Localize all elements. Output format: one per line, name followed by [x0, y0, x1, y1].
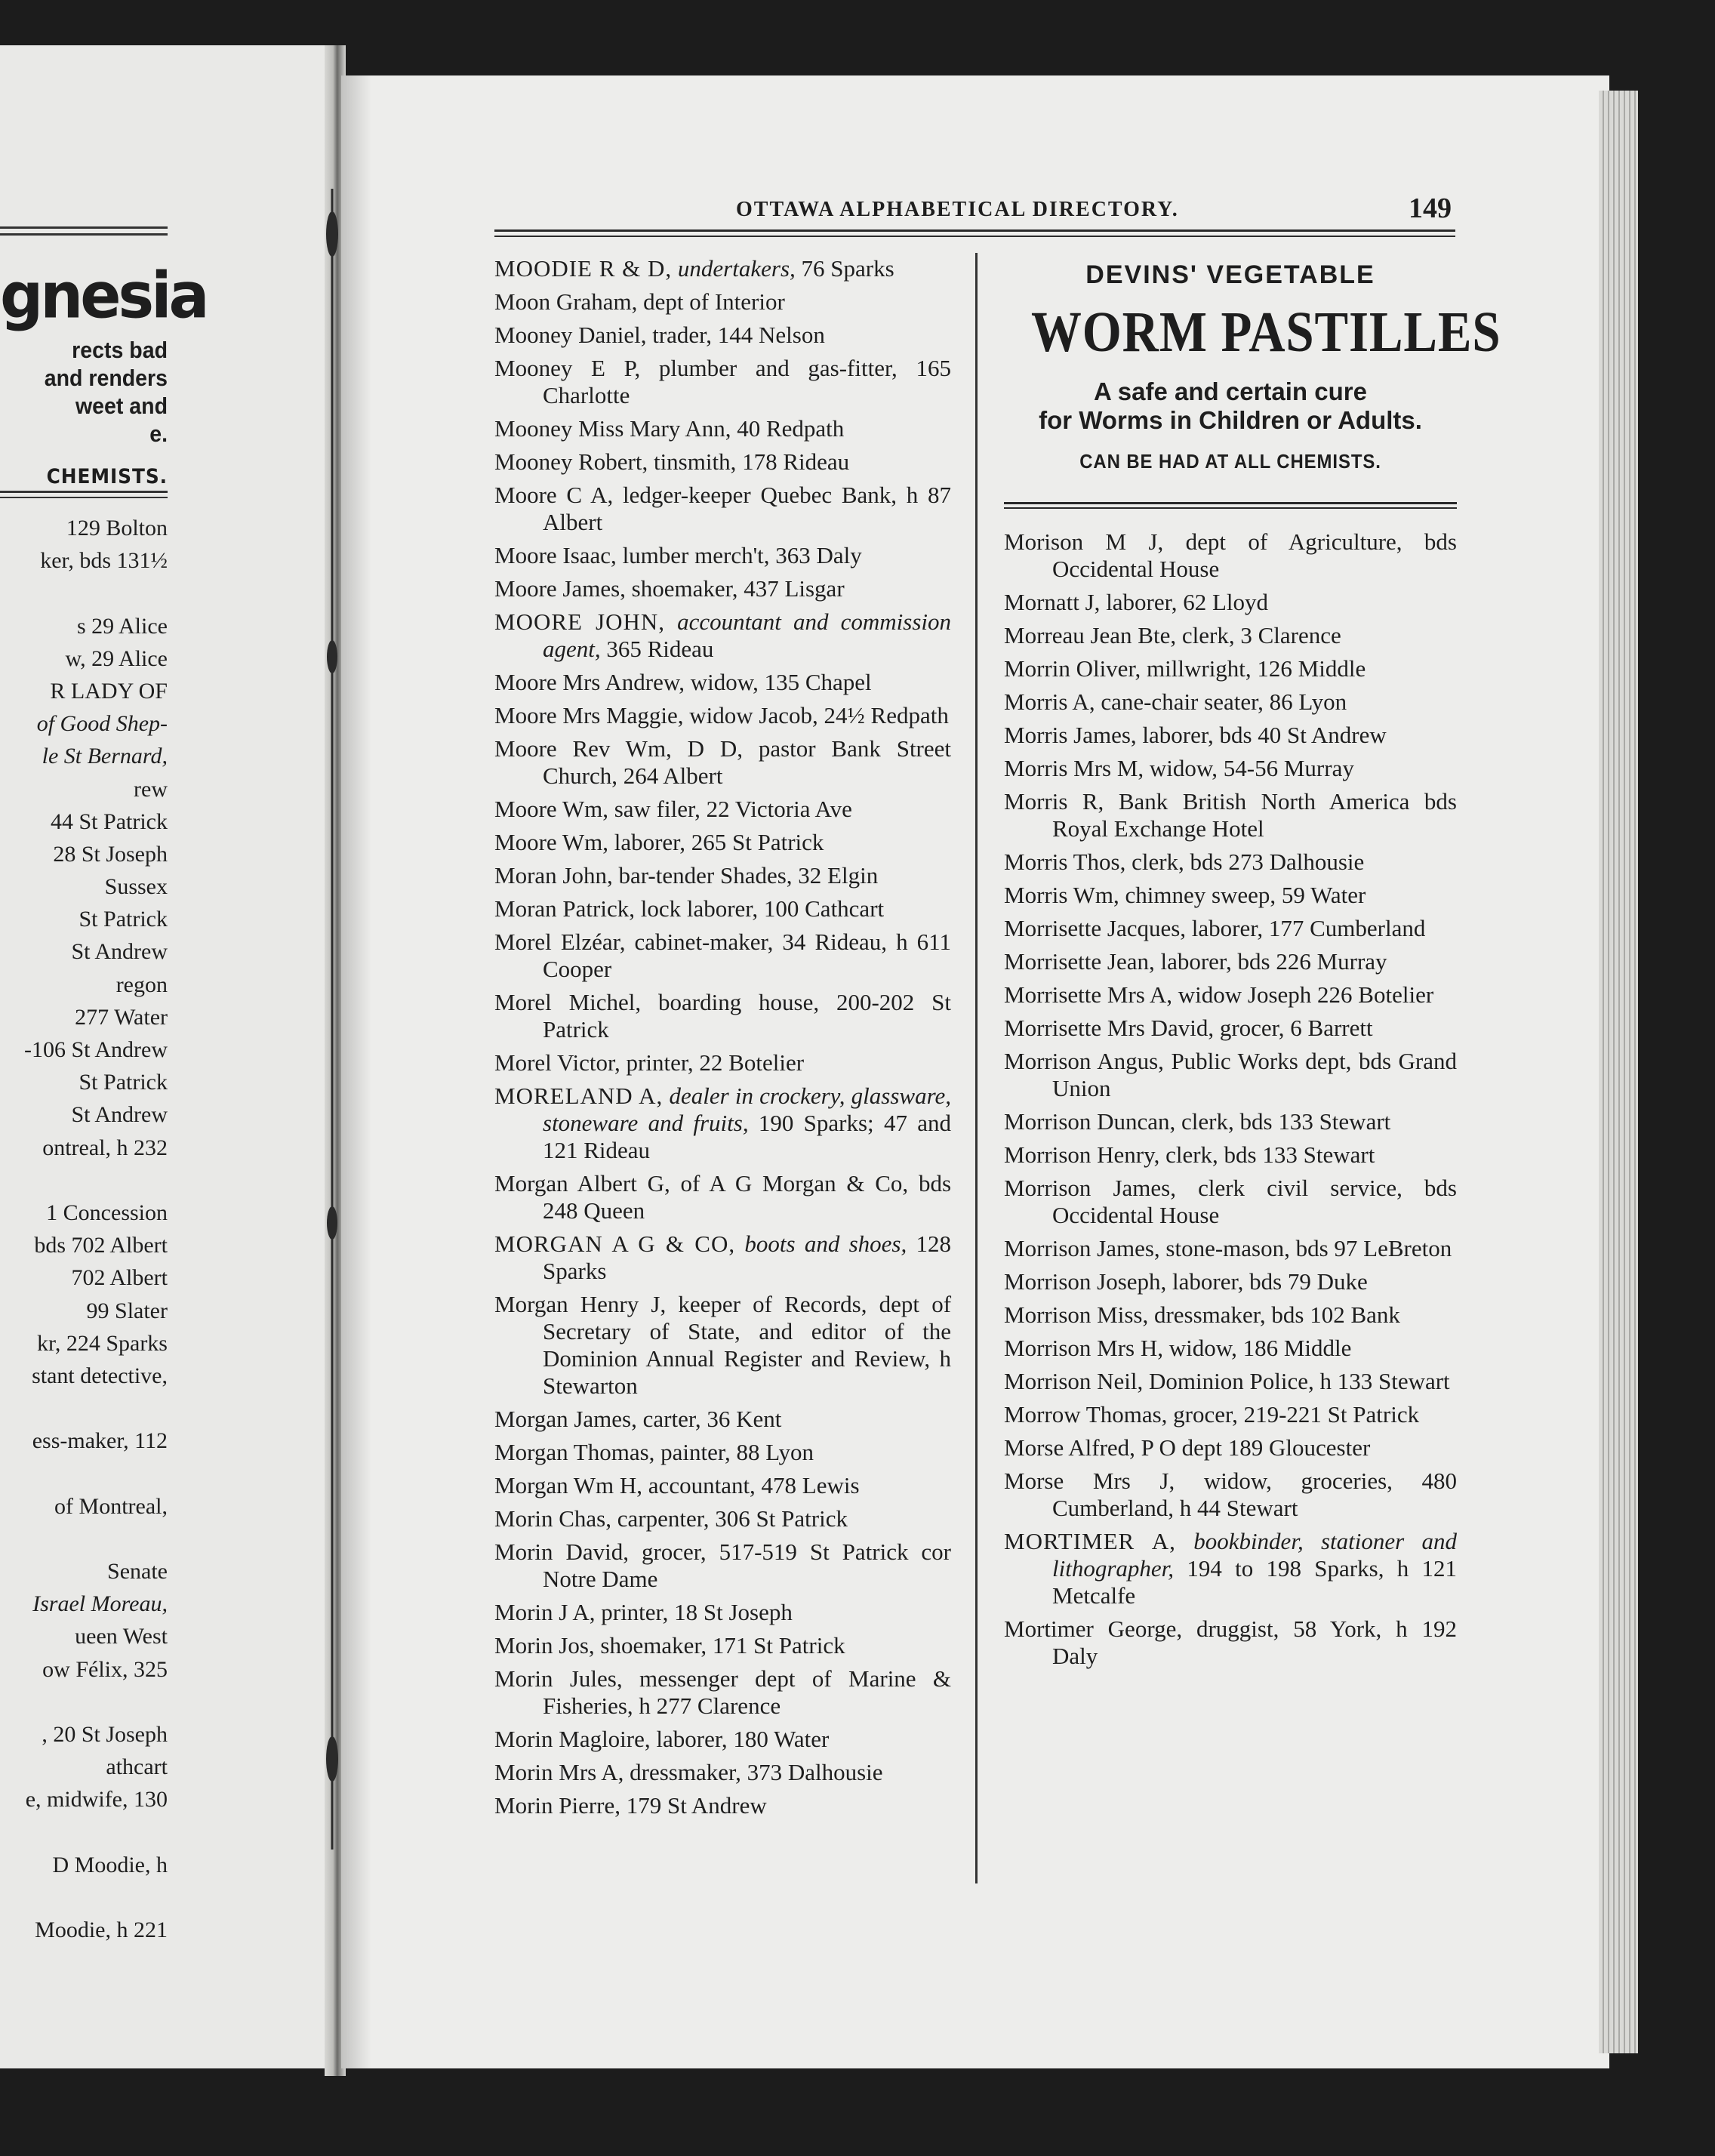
entry-name: Morin J A,	[494, 1599, 596, 1625]
entry-details: laborer, 265 St Patrick	[614, 829, 824, 855]
directory-entry	[494, 1049, 951, 1076]
entry-details: clerk, bds 133 Stewart	[1165, 1141, 1375, 1168]
left-ad-line: weet and	[75, 393, 168, 419]
directory-entry	[1004, 528, 1457, 583]
directory-entry	[1004, 1301, 1457, 1329]
directory-entry	[1004, 1235, 1457, 1262]
directory-entry	[494, 735, 951, 790]
entry-name: Morgan Albert G,	[494, 1170, 670, 1197]
directory-entry	[1004, 1335, 1457, 1362]
left-ad-line: and renders	[44, 365, 168, 391]
entry-details: laborer, bds 79 Duke	[1172, 1268, 1368, 1295]
entry-name: Morrisette Jacques,	[1004, 915, 1187, 941]
ad-rule-thin	[1004, 507, 1457, 509]
directory-entry	[1004, 688, 1457, 716]
directory-entry	[1004, 1015, 1457, 1042]
entry-details: ledger-keeper Quebec Bank, h 87 Albert	[543, 482, 951, 535]
directory-entry	[1004, 915, 1457, 942]
directory-entry	[1004, 788, 1457, 842]
entry-name: Morris Mrs M,	[1004, 755, 1144, 781]
entry-name: Morrin Oliver,	[1004, 655, 1141, 682]
entry-name: Morrison James,	[1004, 1175, 1176, 1201]
left-rule-mid-2	[0, 497, 168, 498]
entry-name: MORTIMER A,	[1004, 1528, 1176, 1554]
entry-name: Mornatt J,	[1004, 589, 1101, 615]
left-page-line: regon	[115, 972, 168, 997]
entry-details: bar-tender Shades, 32 Elgin	[618, 862, 879, 889]
entry-details: messenger dept of Marine & Fisheries, h 277 Clarence	[543, 1665, 952, 1719]
entry-name: Morin Pierre,	[494, 1792, 621, 1819]
directory-entry	[494, 669, 951, 696]
entry-name: Morel Michel,	[494, 989, 642, 1015]
entry-occupation: boots and shoes,	[744, 1230, 907, 1257]
directory-entry	[494, 1599, 951, 1626]
left-page-line: rew	[134, 776, 168, 802]
entry-name: Morris James,	[1004, 722, 1137, 748]
binding-stitches	[316, 189, 346, 1850]
ad-subtitle-line-1: A safe and certain cure	[1094, 377, 1367, 405]
entry-name: Moore Mrs Andrew,	[494, 669, 685, 695]
left-page-line: 44 St Patrick	[51, 808, 168, 834]
entry-name: Moore Wm,	[494, 829, 608, 855]
entry-details: grocer, 219-221 St Patrick	[1173, 1401, 1420, 1428]
entry-name: MOODIE R & D,	[494, 255, 673, 282]
directory-entry	[494, 929, 951, 983]
entry-name: Morris R,	[1004, 788, 1104, 815]
directory-entry	[494, 255, 951, 282]
left-page-line: 99 Slater	[86, 1298, 168, 1323]
directory-entry	[494, 415, 951, 442]
directory-entry	[494, 288, 951, 316]
entry-details: stone-mason, bds 97 LeBreton	[1165, 1235, 1452, 1261]
left-page-line: ow Félix, 325	[42, 1656, 168, 1682]
left-page-line: athcart	[106, 1754, 168, 1780]
directory-entry	[494, 322, 951, 349]
entry-name: Mooney Miss Mary Ann,	[494, 415, 731, 442]
left-page-line: ueen West	[75, 1624, 168, 1649]
directory-entry	[1004, 755, 1457, 782]
left-ad-text	[0, 336, 168, 491]
left-page-line	[0, 1523, 168, 1555]
entry-occupation: undertakers,	[677, 255, 796, 282]
column-divider	[975, 253, 978, 1883]
entry-name: Morin Jules,	[494, 1665, 623, 1692]
entry-details: cane-chair seater, 86 Lyon	[1101, 688, 1347, 715]
entry-details: cabinet-maker, 34 Rideau, h 611 Cooper	[543, 929, 951, 982]
directory-entry	[1004, 1468, 1457, 1522]
entry-details: tinsmith, 178 Rideau	[653, 448, 850, 475]
entry-details: of A G Morgan & Co, bds 248 Queen	[543, 1170, 952, 1224]
entry-details: lock laborer, 100 Cathcart	[640, 895, 885, 922]
directory-entry	[494, 895, 951, 922]
directory-column-2	[1004, 528, 1457, 1676]
entry-details: printer, 18 St Joseph	[601, 1599, 793, 1625]
ad-top-line: DEVINS' VEGETABLE	[1085, 260, 1375, 289]
entry-details: shoemaker, 171 St Patrick	[600, 1632, 845, 1659]
ad-availability: CAN BE HAD AT ALL CHEMISTS.	[1079, 450, 1381, 473]
entry-name: Morel Victor,	[494, 1049, 620, 1076]
running-head: OTTAWA ALPHABETICAL DIRECTORY.	[736, 198, 1179, 221]
left-page-line	[0, 1457, 168, 1489]
directory-entry	[1004, 589, 1457, 616]
entry-occupation: bookbinder, stationer and lithographer,	[1052, 1528, 1457, 1582]
header-rule	[494, 229, 1455, 232]
left-rule-top-2	[0, 233, 168, 236]
entry-name: Mooney E P,	[494, 355, 641, 381]
entry-name: Morrisette Jean,	[1004, 948, 1155, 975]
ad-title: WORM PASTILLES	[1031, 300, 1501, 364]
directory-entry	[1004, 622, 1457, 649]
left-page-line: St Andrew	[71, 1102, 168, 1128]
left-page-line: stant detective,	[32, 1363, 168, 1388]
entry-details: 76 Sparks	[801, 255, 894, 282]
left-page-line: St Patrick	[79, 907, 168, 932]
entry-name: Morin David,	[494, 1538, 629, 1565]
entry-details: painter, 88 Lyon	[660, 1439, 814, 1465]
entry-name: Moore Rev Wm, D D,	[494, 735, 743, 762]
directory-entry	[1004, 1401, 1457, 1428]
directory-entry	[494, 542, 951, 569]
left-page-line: s 29 Alice	[77, 613, 168, 639]
entry-name: Morris Wm,	[1004, 882, 1119, 908]
entry-details: clerk, bds 273 Dalhousie	[1132, 849, 1365, 875]
entry-name: Moon Graham,	[494, 288, 638, 315]
directory-column-1	[494, 255, 951, 1825]
directory-entry	[494, 829, 951, 856]
left-page-line: St Patrick	[79, 1070, 168, 1095]
worm-pastilles-advertisement	[1004, 260, 1501, 473]
directory-entry	[494, 355, 951, 409]
directory-entry	[494, 1665, 951, 1720]
entry-name: Mooney Robert,	[494, 448, 648, 475]
entry-name: Morreau Jean Bte,	[1004, 622, 1177, 648]
entry-name: Moore C A,	[494, 482, 614, 508]
directory-entry	[494, 1538, 951, 1593]
entry-name: Moore Isaac,	[494, 542, 617, 568]
entry-name: Morgan Henry J,	[494, 1291, 667, 1317]
left-page-line: 1 Concession	[46, 1200, 168, 1225]
left-page-line: ess-maker, 112	[32, 1428, 168, 1454]
directory-entry	[494, 608, 951, 663]
entry-details: widow, 54-56 Murray	[1149, 755, 1354, 781]
entry-details: 40 Redpath	[737, 415, 845, 442]
directory-entry	[1004, 1268, 1457, 1295]
left-page-line: -106 St Andrew	[24, 1037, 168, 1062]
entry-details: dept of Interior	[643, 288, 785, 315]
directory-entry	[494, 1505, 951, 1532]
entry-details: grocer, 6 Barrett	[1219, 1015, 1373, 1041]
entry-details: Bank British North America bds Royal Exchange Hotel	[1052, 788, 1457, 842]
left-page-line: of Good Shep-	[36, 711, 168, 737]
ad-subtitle-line-2: for Worms in Children or Adults.	[1039, 406, 1422, 434]
entry-details: chimney sweep, 59 Water	[1125, 882, 1366, 908]
entry-name: Morrison Mrs H,	[1004, 1335, 1163, 1361]
directory-entry	[1004, 722, 1457, 749]
directory-entry	[494, 1083, 951, 1164]
left-page-line: Israel Moreau,	[32, 1591, 168, 1617]
directory-entry	[494, 702, 951, 729]
entry-details: widow Jacob, 24½ Redpath	[689, 702, 949, 728]
left-page-line: of Montreal,	[54, 1493, 168, 1519]
left-rule-top	[0, 226, 168, 229]
entry-details: lumber merch't, 363 Daly	[622, 542, 862, 568]
left-page-line	[0, 577, 168, 609]
entry-name: MORELAND A,	[494, 1083, 664, 1109]
directory-entry	[494, 1759, 951, 1786]
entry-name: Moore Wm,	[494, 796, 608, 822]
entry-name: Morrison Angus,	[1004, 1048, 1164, 1074]
entry-details: grocer, 517-519 St Patrick cor Notre Dame	[543, 1538, 952, 1592]
directory-entry	[1004, 1108, 1457, 1135]
entry-name: Morris Thos,	[1004, 849, 1126, 875]
entry-details: millwright, 126 Middle	[1147, 655, 1366, 682]
left-page-line	[0, 1881, 168, 1914]
entry-details: boarding house, 200-202 St Patrick	[543, 989, 951, 1043]
entry-name: Morison M J,	[1004, 528, 1164, 555]
directory-entry	[494, 862, 951, 889]
directory-entry	[1004, 1048, 1457, 1102]
directory-entry	[494, 989, 951, 1043]
entry-details: plumber and gas-fitter, 165 Charlotte	[543, 355, 951, 408]
entry-name: Morin Chas,	[494, 1505, 611, 1532]
entry-details: laborer, bds 226 Murray	[1160, 948, 1387, 975]
left-page-line: Moodie, h 221	[35, 1917, 168, 1943]
entry-name: Morrison Duncan,	[1004, 1108, 1176, 1135]
directory-entry	[494, 1726, 951, 1753]
entry-details: widow, groceries, 480 Cumberland, h 44 Stewart	[1052, 1468, 1458, 1521]
directory-entry	[494, 1170, 951, 1224]
entry-name: Morrisette Mrs David,	[1004, 1015, 1215, 1041]
left-ad-headline: gnesia	[0, 258, 207, 333]
left-page-line: w, 29 Alice	[65, 645, 168, 671]
entry-name: Moran John,	[494, 862, 613, 889]
left-page-line	[0, 1392, 168, 1424]
left-page-line: Senate	[107, 1559, 168, 1584]
left-page-line: ker, bds 131½	[40, 548, 168, 574]
left-page-line: R LADY OF	[50, 678, 168, 704]
left-page-line: 28 St Joseph	[53, 841, 168, 867]
left-page-line: 277 Water	[75, 1004, 168, 1030]
directory-entry	[1004, 655, 1457, 682]
entry-details: carter, 36 Kent	[642, 1406, 782, 1432]
entry-details: clerk civil service, bds Occidental House	[1052, 1175, 1457, 1228]
left-page-line	[0, 1686, 168, 1718]
entry-details: Public Works dept, bds Grand Union	[1052, 1048, 1457, 1101]
left-page-line: kr, 224 Sparks	[37, 1330, 168, 1356]
entry-details: laborer, 62 Lloyd	[1106, 589, 1269, 615]
directory-entry	[1004, 1175, 1457, 1229]
directory-entry	[1004, 1615, 1457, 1670]
left-page-line: 129 Bolton	[66, 516, 168, 541]
entry-name: Mortimer George,	[1004, 1615, 1183, 1642]
left-page-line: le St Bernard,	[42, 744, 168, 769]
entry-details: widow Joseph 226 Botelier	[1178, 981, 1434, 1008]
directory-entry	[494, 482, 951, 536]
entry-details: clerk, 3 Clarence	[1181, 622, 1341, 648]
entry-details: keeper of Records, dept of Secretary of State, and editor of the Dominion Annual Register and Review, h Stewarton	[543, 1291, 952, 1399]
left-page-line	[0, 1164, 168, 1197]
entry-details: 365 Rideau	[606, 636, 714, 662]
entry-details: saw filer, 22 Victoria Ave	[614, 796, 852, 822]
directory-entry	[494, 796, 951, 823]
entry-details: widow, 186 Middle	[1168, 1335, 1352, 1361]
directory-entry	[494, 448, 951, 476]
entry-name: Morgan Wm H,	[494, 1472, 643, 1498]
directory-entry	[494, 1439, 951, 1466]
directory-entry	[494, 1632, 951, 1659]
left-page-line: ontreal, h 232	[42, 1135, 168, 1160]
left-page-line: , 20 St Joseph	[42, 1721, 168, 1747]
directory-entry	[1004, 981, 1457, 1009]
ad-rule	[1004, 502, 1457, 504]
left-ad-line: e.	[149, 420, 168, 447]
entry-details: laborer, bds 40 St Andrew	[1142, 722, 1387, 748]
left-page-line: 702 Albert	[71, 1265, 168, 1291]
directory-entry	[1004, 1434, 1457, 1461]
entry-name: Moore James,	[494, 575, 626, 602]
directory-entry	[1004, 849, 1457, 876]
entry-name: Morrison James,	[1004, 1235, 1160, 1261]
entry-name: Morgan Thomas,	[494, 1439, 655, 1465]
directory-entry	[494, 575, 951, 602]
entry-details: carpenter, 306 St Patrick	[617, 1505, 848, 1532]
entry-name: Moran Patrick,	[494, 895, 635, 922]
left-page-line: D Moodie, h	[52, 1852, 168, 1877]
entry-name: Morrison Neil,	[1004, 1368, 1144, 1394]
left-rule-mid	[0, 491, 168, 493]
entry-details: P O dept 189 Gloucester	[1141, 1434, 1371, 1461]
entry-name: Morgan James,	[494, 1406, 637, 1432]
entry-name: Morse Mrs J,	[1004, 1468, 1175, 1494]
entry-details: 179 St Andrew	[626, 1792, 767, 1819]
entry-details: trader, 144 Nelson	[652, 322, 825, 348]
directory-entry	[494, 1230, 951, 1285]
directory-entry	[1004, 1141, 1457, 1169]
left-page-line: e, midwife, 130	[25, 1787, 168, 1813]
directory-entry	[1004, 1528, 1457, 1609]
entry-details: pastor Bank Street Church, 264 Albert	[543, 735, 952, 789]
entry-name: Morrisette Mrs A,	[1004, 981, 1173, 1008]
entry-details: shoemaker, 437 Lisgar	[631, 575, 845, 602]
page-edges	[1599, 91, 1638, 2053]
entry-name: Morin Mrs A,	[494, 1759, 624, 1785]
left-page-line	[0, 1816, 168, 1849]
entry-name: Morrow Thomas,	[1004, 1401, 1168, 1428]
entry-details: dressmaker, bds 102 Bank	[1153, 1301, 1400, 1328]
directory-entry	[494, 1291, 951, 1400]
directory-entry	[1004, 882, 1457, 909]
gutter-shadow	[341, 75, 371, 2068]
entry-name: Morrison Joseph,	[1004, 1268, 1167, 1295]
entry-name: MOORE JOHN,	[494, 608, 666, 635]
entry-details: laborer, 177 Cumberland	[1191, 915, 1426, 941]
entry-occupation: accountant and commission agent,	[543, 608, 951, 662]
directory-entry	[494, 1472, 951, 1499]
entry-name: Morrison Henry,	[1004, 1141, 1160, 1168]
entry-details: Dominion Police, h 133 Stewart	[1149, 1368, 1450, 1394]
entry-name: Morrison Miss,	[1004, 1301, 1149, 1328]
entry-name: Morel Elzéar,	[494, 929, 626, 955]
entry-details: 128 Sparks	[543, 1230, 951, 1284]
page-number: 149	[1409, 192, 1452, 224]
entry-details: 190 Sparks; 47 and 121 Rideau	[543, 1110, 951, 1163]
entry-details: dressmaker, 373 Dalhousie	[630, 1759, 883, 1785]
left-page-line: bds 702 Albert	[34, 1233, 168, 1258]
directory-entry	[494, 1406, 951, 1433]
entry-name: MORGAN A G & CO,	[494, 1230, 736, 1257]
entry-details: laborer, 180 Water	[656, 1726, 830, 1752]
entry-name: Morin Jos,	[494, 1632, 595, 1659]
left-page-line: Sussex	[104, 874, 168, 900]
entry-details: clerk, bds 133 Stewart	[1181, 1108, 1391, 1135]
entry-details: accountant, 478 Lewis	[648, 1472, 860, 1498]
entry-name: Morin Magloire,	[494, 1726, 651, 1752]
entry-details: 194 to 198 Sparks, h 121 Metcalfe	[1052, 1555, 1458, 1609]
entry-name: Morse Alfred,	[1004, 1434, 1135, 1461]
entry-name: Moore Mrs Maggie,	[494, 702, 684, 728]
entry-details: printer, 22 Botelier	[626, 1049, 805, 1076]
ad-subtitle	[1004, 377, 1457, 435]
entry-occupation: dealer in crockery, glassware, stoneware and fruits,	[543, 1083, 951, 1136]
directory-entry	[1004, 948, 1457, 975]
left-page-entries	[0, 512, 168, 1946]
entry-details: dept of Agriculture, bds Occidental House	[1052, 528, 1457, 582]
header-rule-thin	[494, 236, 1455, 237]
entry-name: Morris A,	[1004, 688, 1095, 715]
entry-name: Mooney Daniel,	[494, 322, 647, 348]
entry-details: druggist, 58 York, h 192 Daly	[1052, 1615, 1457, 1669]
directory-entry	[1004, 1368, 1457, 1395]
left-ad-footer: CHEMISTS.	[46, 465, 168, 488]
left-page-line: St Andrew	[71, 939, 168, 965]
entry-details: widow, 135 Chapel	[690, 669, 872, 695]
directory-entry	[494, 1792, 951, 1819]
left-ad-line: rects bad	[72, 337, 168, 363]
